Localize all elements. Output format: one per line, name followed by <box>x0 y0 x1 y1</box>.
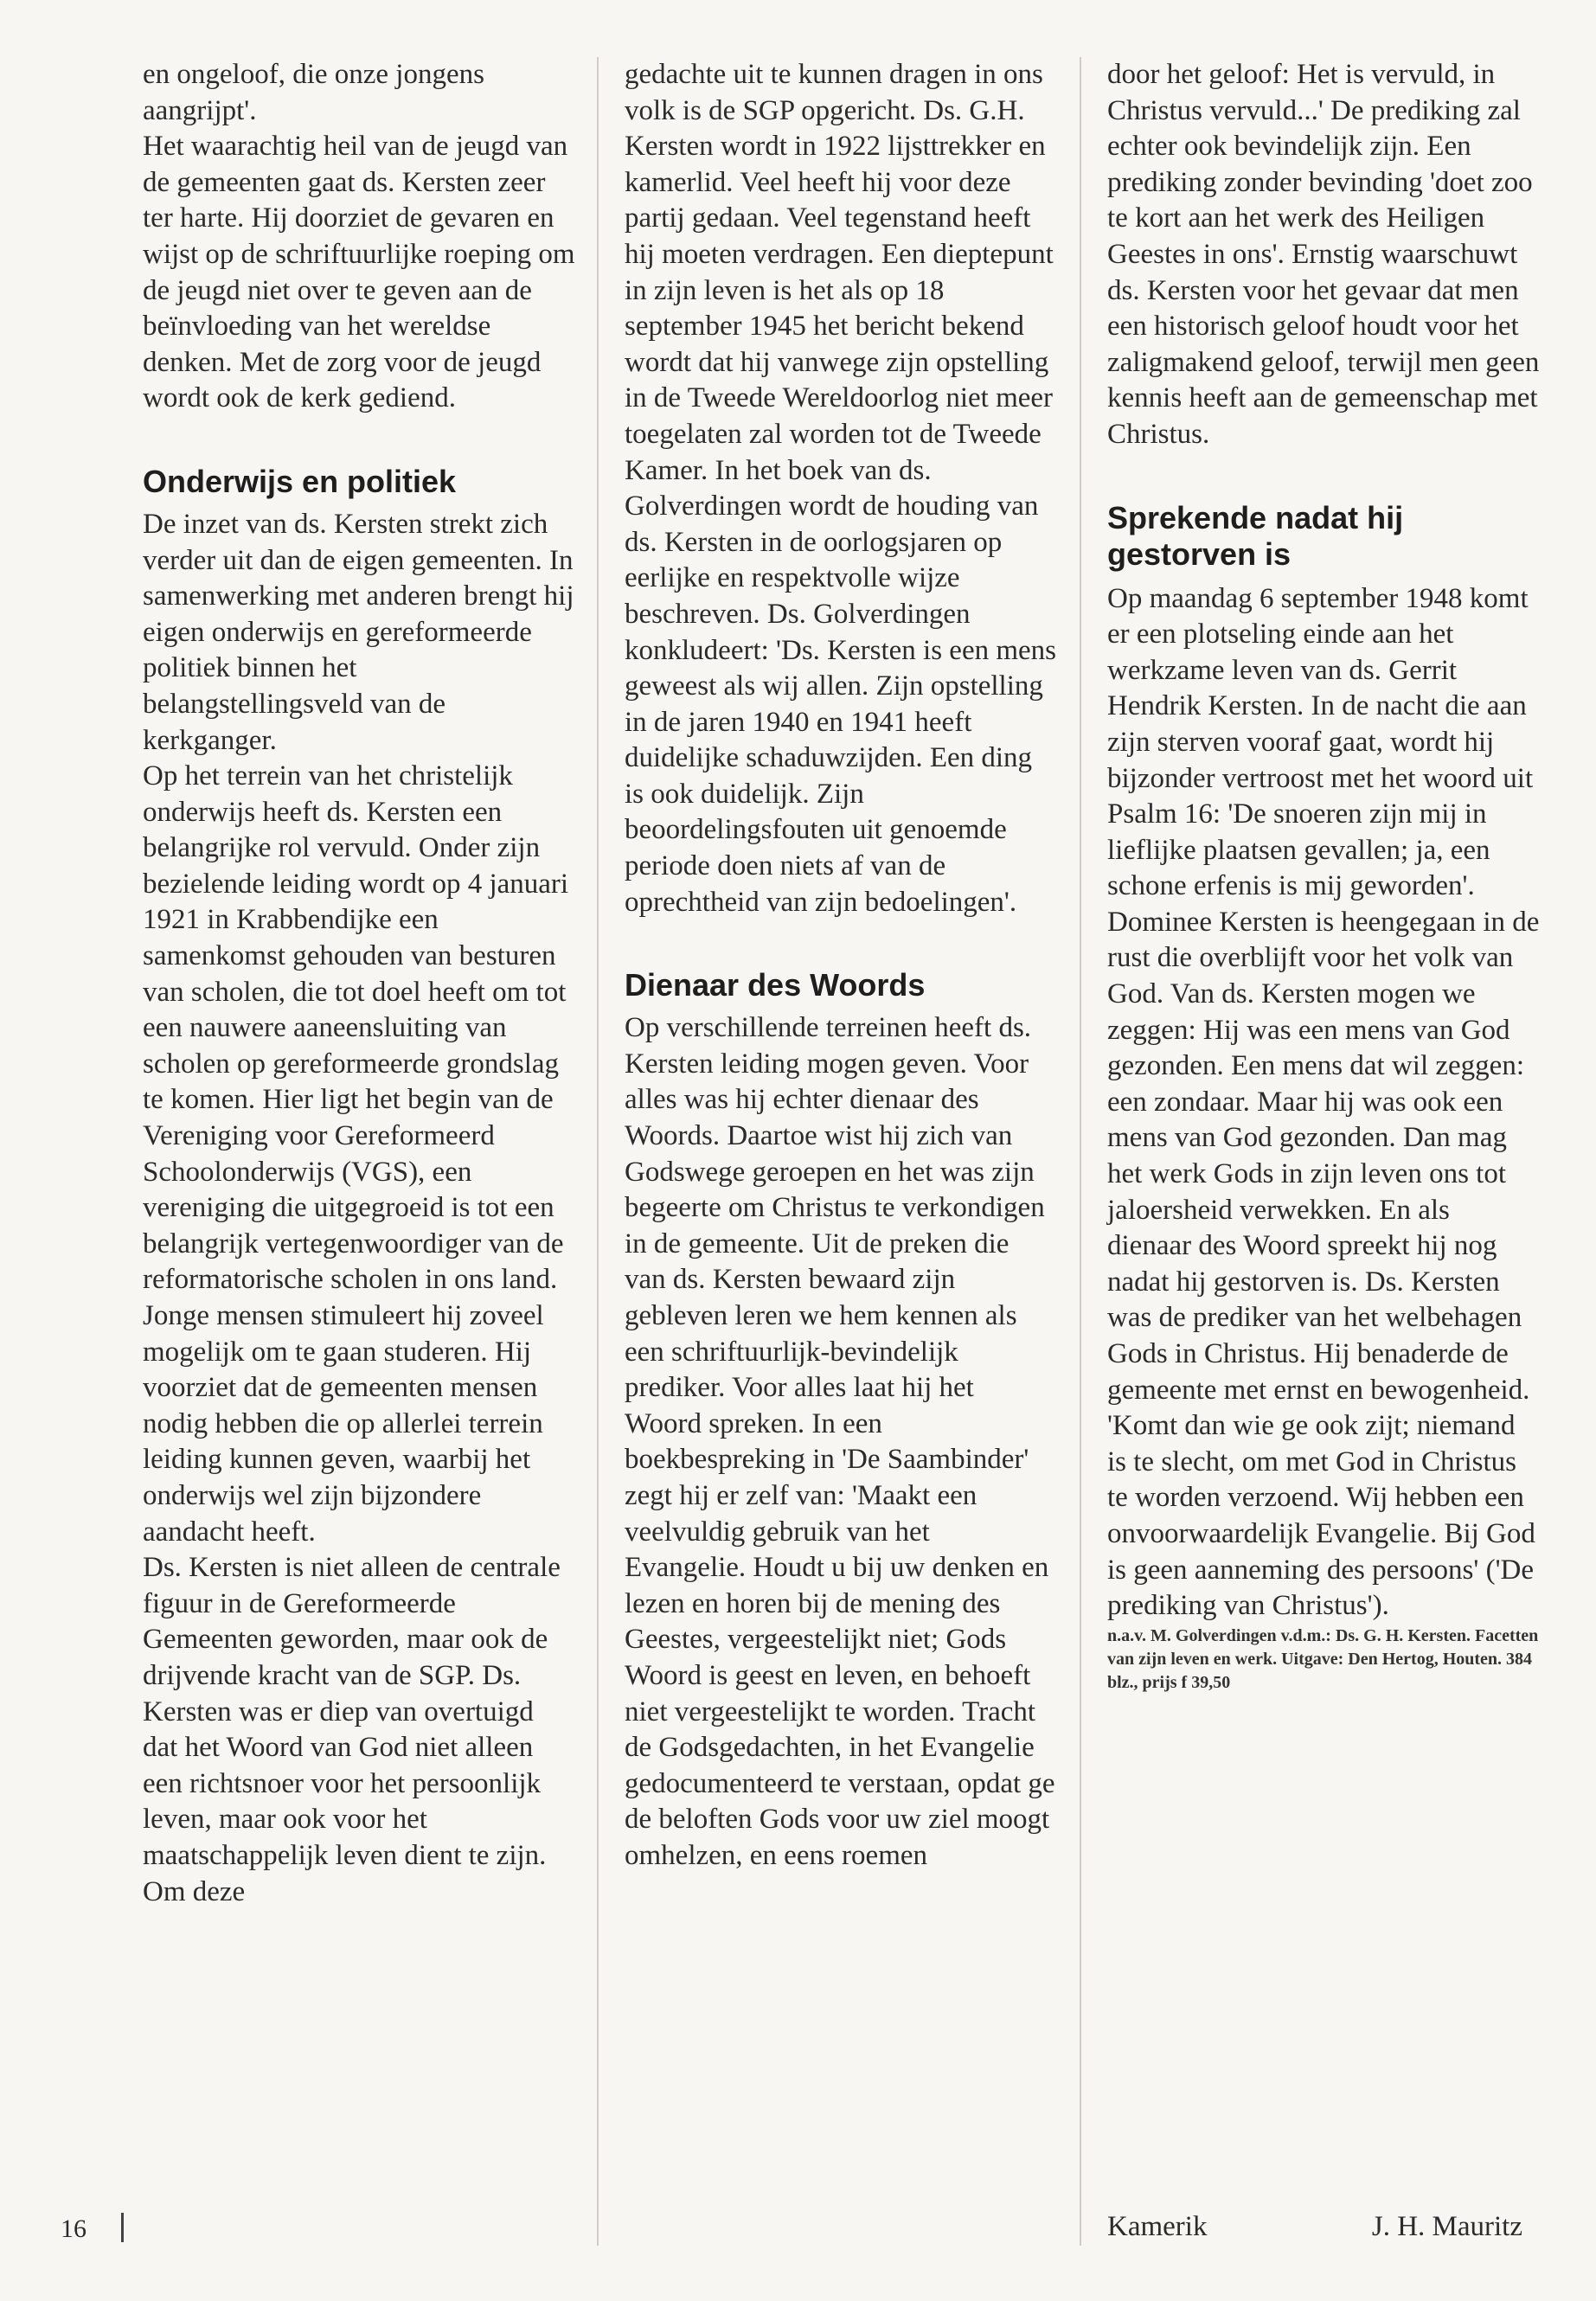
article-column-2 <box>625 57 1057 1875</box>
section-heading: Dienaar des Woords <box>625 967 926 1003</box>
column-divider <box>597 57 599 2246</box>
paragraph: en ongeloof, die onze jongens aangrijpt'. <box>143 59 484 126</box>
book-credit: n.a.v. M. Golverdingen v.d.m.: Ds. G. H. Kersten. Facetten van zijn leven en werk. Uitgave: Den Hertog, Houten. 384 blz., prijs f 39,50 <box>1107 1625 1539 1692</box>
paragraph: door het geloof: Het is vervuld, in Christus vervuld...' De prediking zal echter ook bevindelijk zijn. Een prediking zonder bevinding 'doet zoo te kort aan het werk des Heiligen Geestes in ons'. Ernstig waarschuwt ds. Kersten voor het gevaar dat men een historisch geloof houdt voor het zaligmakend geloof, terwijl men geen kennis heeft aan de gemeenschap met Christus. <box>1107 59 1540 450</box>
paragraph: gedachte uit te kunnen dragen in ons volk is de SGP opgericht. Ds. G.H. Kersten wordt in 1922 lijsttrekker en kamerlid. Veel heeft hij voor deze partij gedaan. Veel tegenstand heeft hij moeten verdragen. Een dieptepunt in zijn leven is het als op 18 september 1945 het bericht bekend wordt dat hij vanwege zijn opstelling in de Tweede Wereldoorlog niet meer toegelaten zal worden tot de Tweede Kamer. In het boek van ds. Golverdingen wordt de houding van ds. Kersten in de oorlogsjaren op eerlijke en respektvolle wijze beschreven. Ds. Golverdingen konkludeert: 'Ds. Kersten is een mens geweest als wij allen. Zijn opstelling in de jaren 1940 en 1941 heeft duidelijke schaduwzijden. Een ding is ook duidelijk. Zijn beoordelingsfouten uit genoemde periode doen niets af van de oprechtheid van zijn bedoelingen'. <box>625 59 1056 918</box>
page-number: 16 <box>61 2214 87 2243</box>
paragraph: Op het terrein van het christelijk onderwijs heeft ds. Kersten een belangrijke rol vervuld. Onder zijn bezielende leiding wordt op 4 januari 1921 in Krabbendijke een samenkomst gehouden van besturen van scholen, die tot doel heeft om tot een nauwere aaneensluiting van scholen op gereformeerde grondslag te komen. Hier ligt het begin van de Vereniging voor Gereformeerd Schoolonderwijs (VGS), een vereniging die uitgegroeid is tot een belangrijk vertegenwoordiger van de reformatorische scholen in ons land. <box>143 760 569 1296</box>
paragraph: Op maandag 6 september 1948 komt er een plotseling einde aan het werkzame leven van ds. Gerrit Hendrik Kersten. In de nacht die aan zijn sterven vooraf gaat, wordt hij bijzonder vertroost met het woord uit Psalm 16: 'De snoeren zijn mij in lieflijke plaatsen gevallen; ja, een schone erfenis is mij geworden'. Dominee Kersten is heengegaan in de rust die overblijft voor het volk van God. Van ds. Kersten mogen we zeggen: Hij was een mens van God gezonden. Een mens dat wil zeggen: een zondaar. Maar hij was ook een mens van God gezonden. Dan mag het werk Gods in zijn leven ons tot jaloersheid verwekken. En als dienaar des Woord spreekt hij nog nadat hij gestorven is. Ds. Kersten was de prediker van het welbehagen Gods in Christus. Hij benaderde de gemeente met ernst en bewogenheid. 'Komt dan wie ge ook zijt; niemand is te slecht, om met God in Christus te worden verzoend. Wij hebben een onvoorwaardelijk Evangelie. Bij God is geen aanneming des persoons' ('De prediking van Christus'). <box>1107 582 1540 1622</box>
article-column-3 <box>1107 57 1540 1695</box>
column-divider <box>1080 57 1081 2246</box>
paragraph: Het waarachtig heil van de jeugd van de gemeenten gaat ds. Kersten zeer ter harte. Hij doorziet de gevaren en wijst op de schriftuurlijke roeping om de jeugd niet over te geven aan de beïnvloeding van het wereldse denken. Met de zorg voor de jeugd wordt ook de kerk gediend. <box>143 131 575 414</box>
signature-author: J. H. Mauritz <box>1371 2211 1522 2242</box>
margin-mark <box>121 2213 124 2242</box>
signature-place: Kamerik <box>1107 2211 1208 2242</box>
paragraph: Jonge mensen stimuleert hij zoveel mogelijk om te gaan studeren. Hij voorziet dat de gemeenten mensen nodig hebben die op allerlei terrein leiding kunnen geven, waarbij het onderwijs wel zijn bijzondere aandacht heeft. <box>143 1300 544 1548</box>
article-column-1 <box>143 57 575 1910</box>
article-signature <box>1107 2211 1522 2243</box>
paragraph: Ds. Kersten is niet alleen de centrale figuur in de Gereformeerde Gemeenten geworden, maar ook de drijvende kracht van de SGP. Ds. Kersten was er diep van overtuigd dat het Woord van God niet alleen een richtsnoer voor het persoonlijk leven, maar ook voor het maatschappelijk leven dient te zijn. Om deze <box>143 1552 561 1907</box>
paragraph: Op verschillende terreinen heeft ds. Kersten leiding mogen geven. Voor alles was hij echter dienaar des Woords. Daartoe wist hij zich van Godswege geroepen en het was zijn begeerte om Christus te verkondigen in de gemeente. Uit de preken die van ds. Kersten bewaard zijn gebleven leren we hem kennen als een schriftuurlijk-bevindelijk prediker. Voor alles laat hij het Woord spreken. In een boekbespreking in 'De Saambinder' zegt hij er zelf van: 'Maakt een veelvuldig gebruik van het Evangelie. Houdt u bij uw denken en lezen en horen bij de mening des Geestes, vergeestelijkt niet; Gods Woord is geest en leven, en behoeft niet vergeestelijkt te worden. Tracht de Godsgedachten, in het Evangelie gedocumenteerd te verstaan, opdat ge de beloften Gods voor uw ziel moogt omhelzen, en eens roemen <box>625 1012 1055 1871</box>
section-heading: Onderwijs en politiek <box>143 463 457 499</box>
paragraph: De inzet van ds. Kersten strekt zich verder uit dan de eigen gemeenten. In samenwerking met anderen brengt hij eigen onderwijs en gereformeerde politiek binnen het belangstellingsveld van de kerkganger. <box>143 508 574 756</box>
section-heading: Sprekende nadat hij gestorven is <box>1107 499 1404 572</box>
